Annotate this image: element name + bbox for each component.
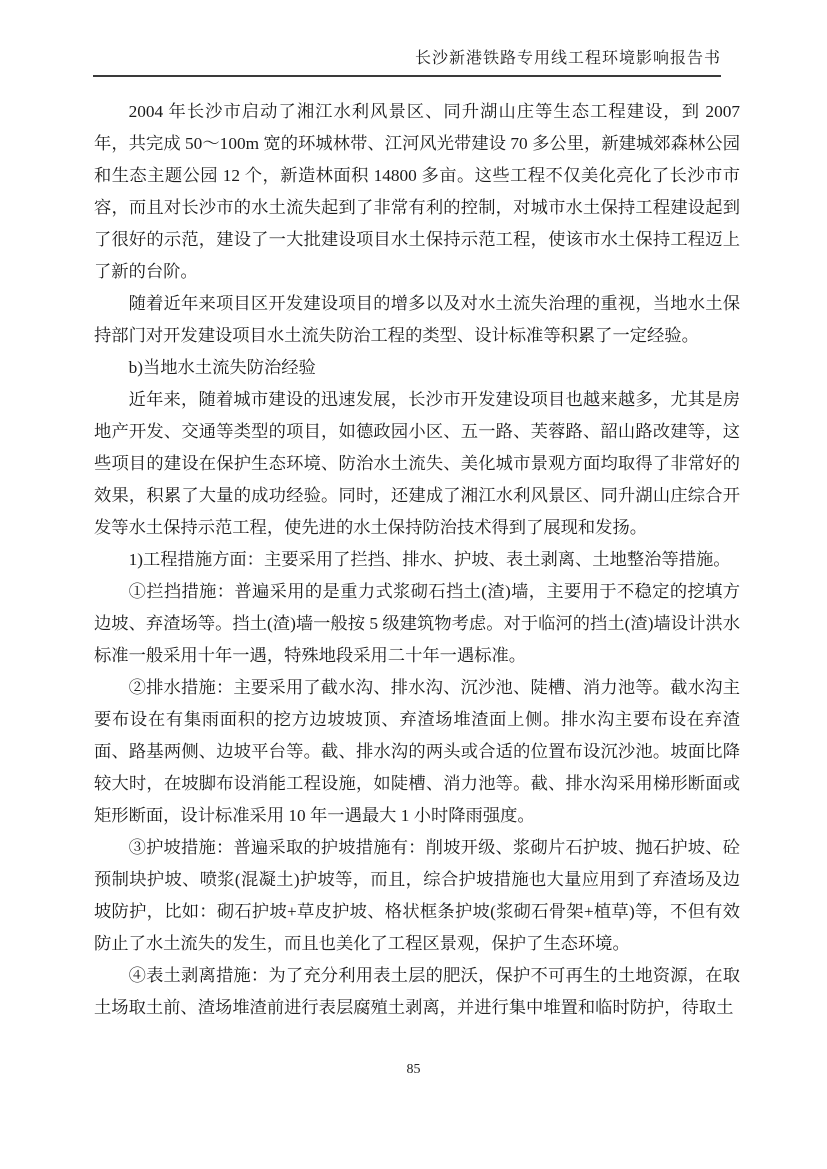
section-heading-b-local-prevention-experience: b)当地水土流失防治经验 bbox=[128, 358, 316, 377]
page-footer bbox=[0, 1062, 827, 1078]
paragraph-urban-development-experience: 近年来，随着城市建设的迅速发展，长沙市开发建设项目也越来越多，尤其是房地产开发、交通等类型的项目，如德政园小区、五一路、芙蓉路、韶山路改建等，这些项目的建设在保护生态环境、防治水土流失、美化城市景观方面均取得了非常好的效果，积累了大量的成功经验。同时，还建成了湘江水利风景区、同升湖山庄综合开发等水土保持示范工程，使先进的水土保持防治技术得到了展现和发扬。 bbox=[94, 390, 740, 537]
paragraph-blocking-measures: ①拦挡措施：普遍采用的是重力式浆砌石挡土(渣)墙，主要用于不稳定的挖填方边坡、弃渣场等。挡土(渣)墙一般按 5 级建筑物考虑。对于临河的挡土(渣)墙设计洪水标准一般采用十年一遇，特殊地段采用二十年一遇标准。 bbox=[94, 582, 740, 665]
paragraph-topsoil-stripping-measures: ④表土剥离措施：为了充分利用表土层的肥沃，保护不可再生的土地资源，在取土场取土前、渣场堆渣前进行表层腐殖土剥离，并进行集中堆置和临时防护，待取土 bbox=[94, 966, 740, 1017]
paragraph-slope-protection-measures: ③护坡措施：普遍采取的护坡措施有：削坡开级、浆砌片石护坡、抛石护坡、砼预制块护坡、喷浆(混凝土)护坡等，而且，综合护坡措施也大量应用到了弃渣场及边坡防护，比如：砌石护坡+草皮护坡、格状框条护坡(浆砌石骨架+植草)等，不但有效防止了水土流失的发生，而且也美化了工程区景观，保护了生态环境。 bbox=[94, 838, 740, 953]
paragraph-eco-projects-2004: 2004 年长沙市启动了湘江水利风景区、同升湖山庄等生态工程建设，到 2007 年，共完成 50～100m 宽的环城林带、江河风光带建设 70 多公里，新建城郊森林公园和生态主题公园 12 个，新造林面积 14800 多亩。这些工程不仅美化亮化了长沙市市容，而且对长沙市的水土流失起到了非常有利的控制，对城市水土保持工程建设起到了很好的示范，建设了一大批建设项目水土保持示范工程，使该市水土保持工程迈上了新的台阶。 bbox=[94, 102, 740, 281]
header-title: 长沙新港铁路专用线工程环境影响报告书 bbox=[414, 50, 721, 67]
document-body bbox=[94, 96, 740, 1024]
paragraph-local-experience-intro: 随着近年来项目区开发建设项目的增多以及对水土流失治理的重视，当地水土保持部门对开发建设项目水土流失防治工程的类型、设计标准等积累了一定经验。 bbox=[94, 294, 740, 345]
page-header bbox=[93, 48, 721, 77]
paragraph-drainage-measures: ②排水措施：主要采用了截水沟、排水沟、沉沙池、陡槽、消力池等。截水沟主要布设在有集雨面积的挖方边坡坡顶、弃渣场堆渣面上侧。排水沟主要布设在弃渣面、路基两侧、边坡平台等。截、排水沟的两头或合适的位置布设沉沙池。坡面比降较大时，在坡脚布设消能工程设施，如陡槽、消力池等。截、排水沟采用梯形断面或矩形断面，设计标准采用 10 年一遇最大 1 小时降雨强度。 bbox=[94, 678, 740, 825]
paragraph-1-engineering-measures: 1)工程措施方面：主要采用了拦挡、排水、护坡、表土剥离、土地整治等措施。 bbox=[128, 550, 731, 569]
page-number: 85 bbox=[406, 1062, 421, 1077]
